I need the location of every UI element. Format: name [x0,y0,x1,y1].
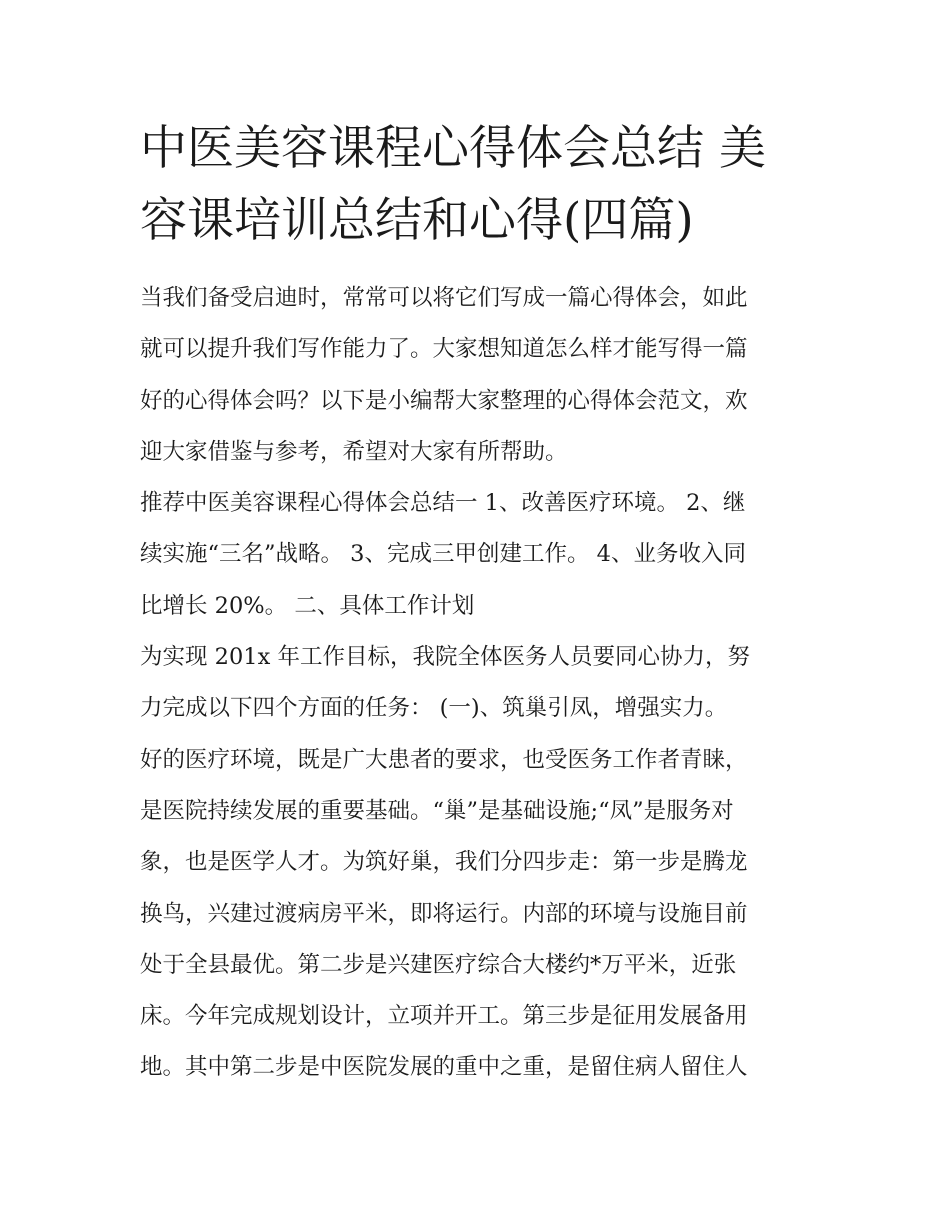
body-line: 为实现 201x 年工作目标，我院全体医务人员要同心协力，努 [140,644,750,671]
body-line: 处于全县最优。第二步是兴建医疗综合大楼约*万平米，近张 [140,951,737,978]
body-line: 地。其中第二步是中医院发展的重中之重，是留住病人留住人 [140,1054,748,1081]
body-line: 好的医疗环境，既是广大患者的要求，也受医务工作者青睐， [140,746,748,773]
body-line: 就可以提升我们写作能力了。大家想知道怎么样才能写得一篇 [140,336,748,363]
body-line: 象，也是医学人才。为筑好巢，我们分四步走：第一步是腾龙 [140,849,748,876]
body-line: 力完成以下四个方面的任务： (一)、筑巢引凤，增强实力。 [140,695,728,722]
document-body [140,273,830,1094]
body-line: 好的心得体会吗？以下是小编帮大家整理的心得体会范文，欢 [140,387,748,414]
body-line: 是医院持续发展的重要基础。“巢”是基础设施;“凤”是服务对 [140,797,734,824]
body-line: 推荐中医美容课程心得体会总结一 1、改善医疗环境。 2、继 [140,490,746,517]
title-line: 中医美容课程心得体会总结 美 [140,121,766,176]
body-line: 换鸟，兴建过渡病房平米，即将运行。内部的环境与设施目前 [140,900,748,927]
body-line: 续实施“三名”战略。 3、完成三甲创建工作。 4、业务收入同 [140,541,746,568]
body-line: 床。今年完成规划设计，立项并开工。第三步是征用发展备用 [140,1003,748,1030]
document-title [140,113,820,257]
body-line: 比增长 20%。 二、具体工作计划 [140,592,475,619]
title-line: 容课培训总结和心得(四篇) [140,193,694,248]
body-line: 迎大家借鉴与参考，希望对大家有所帮助。 [140,438,568,465]
body-line: 当我们备受启迪时，常常可以将它们写成一篇心得体会，如此 [140,285,748,311]
